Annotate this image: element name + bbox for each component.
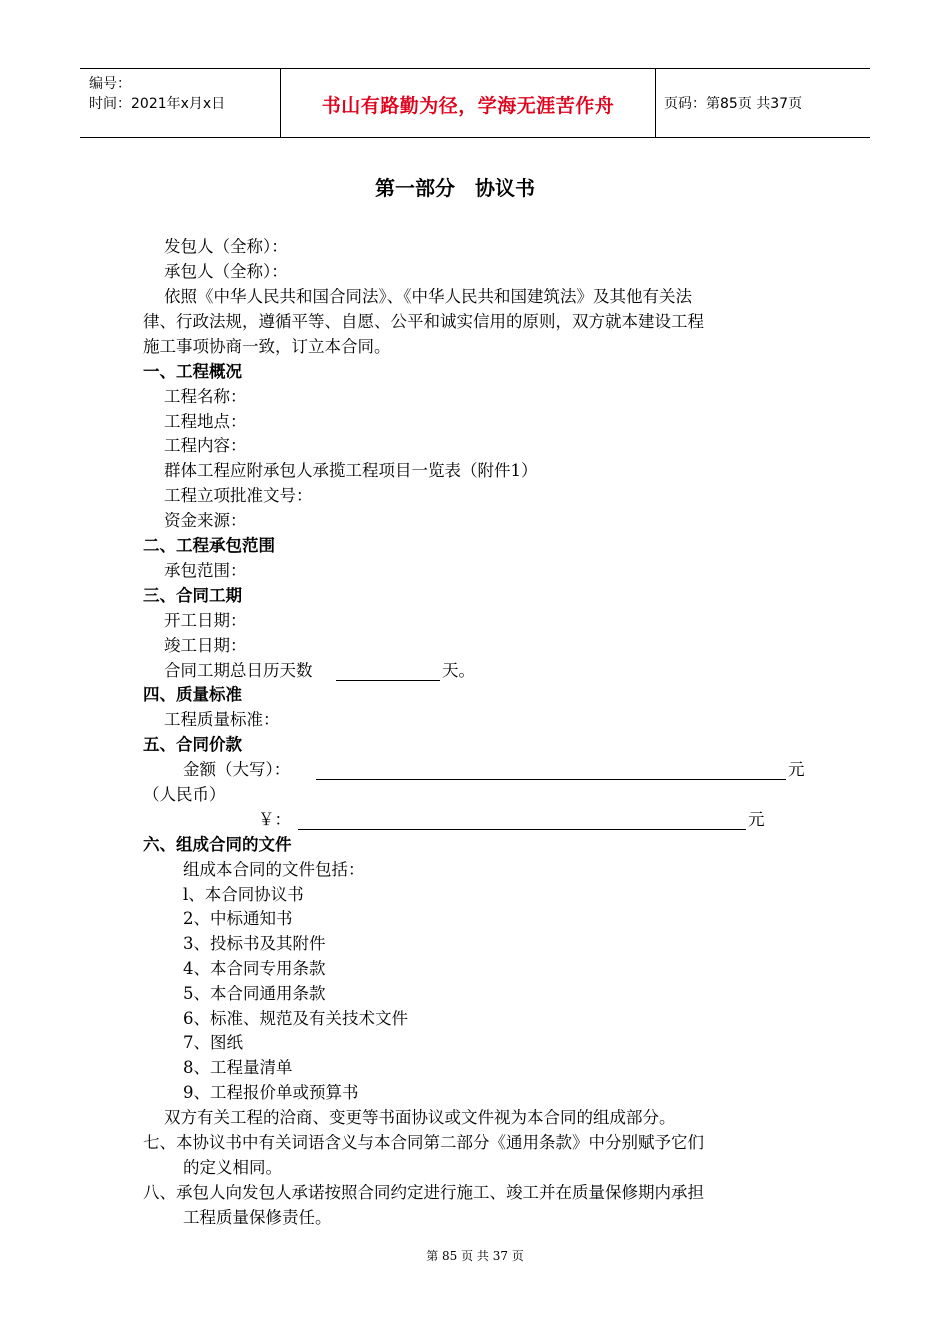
section-heading: 五、合同价款	[143, 735, 242, 754]
section-heading: 一、工程概况	[143, 362, 242, 381]
body-line: 9、工程报价单或预算书	[183, 1083, 359, 1102]
body-line: 5、本合同通用条款	[183, 984, 326, 1003]
body-line: 双方有关工程的洽商、变更等书面协议或文件视为本合同的组成部分。	[164, 1108, 676, 1127]
body-line: 工程地点：	[164, 412, 247, 431]
body-line: 天。	[442, 661, 475, 680]
body-line: 2、中标通知书	[183, 909, 293, 928]
amount-rmb-blank-line	[298, 829, 746, 830]
body-line: 律、行政法规，遵循平等、自愿、公平和诚实信用的原则，双方就本建设工程	[143, 312, 704, 331]
header-motto: 书山有路勤为径，学海无涯苦作舟	[321, 95, 615, 117]
body-line: 工程名称：	[164, 387, 247, 406]
header-meta-cell	[80, 69, 280, 137]
section-heading: 二、工程承包范围	[143, 536, 275, 555]
body-line: 8、工程量清单	[183, 1058, 293, 1077]
body-line: 发包人（全称）：	[164, 237, 288, 256]
document-number-label: 编号：	[89, 76, 131, 92]
amount-words-blank-line	[316, 779, 786, 780]
body-line: 3、投标书及其附件	[183, 934, 326, 953]
body-line: 七、本协议书中有关词语含义与本合同第二部分《通用条款》中分别赋予它们	[143, 1133, 704, 1152]
header-motto-cell	[280, 69, 656, 137]
body-line: 承包人（全称）：	[164, 262, 288, 281]
body-line: 工程质量标准：	[164, 710, 280, 729]
body-line: 4、本合同专用条款	[183, 959, 326, 978]
document-date-label: 时间：2021年x月x日	[89, 96, 226, 112]
body-line: 7、图纸	[183, 1033, 243, 1052]
body-line: 元	[788, 760, 805, 779]
body-line: l、本合同协议书	[183, 885, 304, 904]
body-line: 群体工程应附承包人承揽工程项目一览表（附件1）	[164, 461, 538, 480]
body-line: 工程立项批准文号：	[164, 486, 313, 505]
body-line: （人民币）	[143, 785, 226, 804]
body-line: ￥：	[258, 810, 291, 829]
body-line: 工程内容：	[164, 436, 247, 455]
body-line: 金额（大写）：	[183, 760, 291, 779]
page-header	[80, 68, 870, 138]
body-line: 八、承包人向发包人承诺按照合同约定进行施工、竣工并在质量保修期内承担	[143, 1183, 704, 1202]
body-line: 资金来源：	[164, 511, 247, 530]
header-page-info: 页码：第85页 共37页	[664, 96, 803, 112]
body-line: 工程质量保修责任。	[183, 1208, 332, 1227]
section-heading: 六、组成合同的文件	[143, 835, 292, 854]
body-line: 的定义相同。	[183, 1158, 282, 1177]
section-heading: 四、质量标准	[143, 685, 242, 704]
duration-blank-line	[336, 680, 440, 681]
body-line: 6、标准、规范及有关技术文件	[183, 1009, 408, 1028]
document-title: 第一部分 协议书	[375, 176, 535, 200]
body-line: 组成本合同的文件包括：	[183, 860, 365, 879]
body-line: 依照《中华人民共和国合同法》、《中华人民共和国建筑法》及其他有关法	[164, 287, 692, 306]
page-footer: 第 85 页 共 37 页	[426, 1249, 524, 1263]
body-line: 开工日期：	[164, 611, 247, 630]
body-line: 承包范围：	[164, 561, 247, 580]
body-line: 施工事项协商一致，订立本合同。	[143, 337, 391, 356]
body-line: 合同工期总日历天数	[164, 661, 313, 680]
section-heading: 三、合同工期	[143, 586, 242, 605]
body-line: 元	[748, 810, 765, 829]
header-page-cell	[655, 69, 870, 137]
body-line: 竣工日期：	[164, 636, 247, 655]
